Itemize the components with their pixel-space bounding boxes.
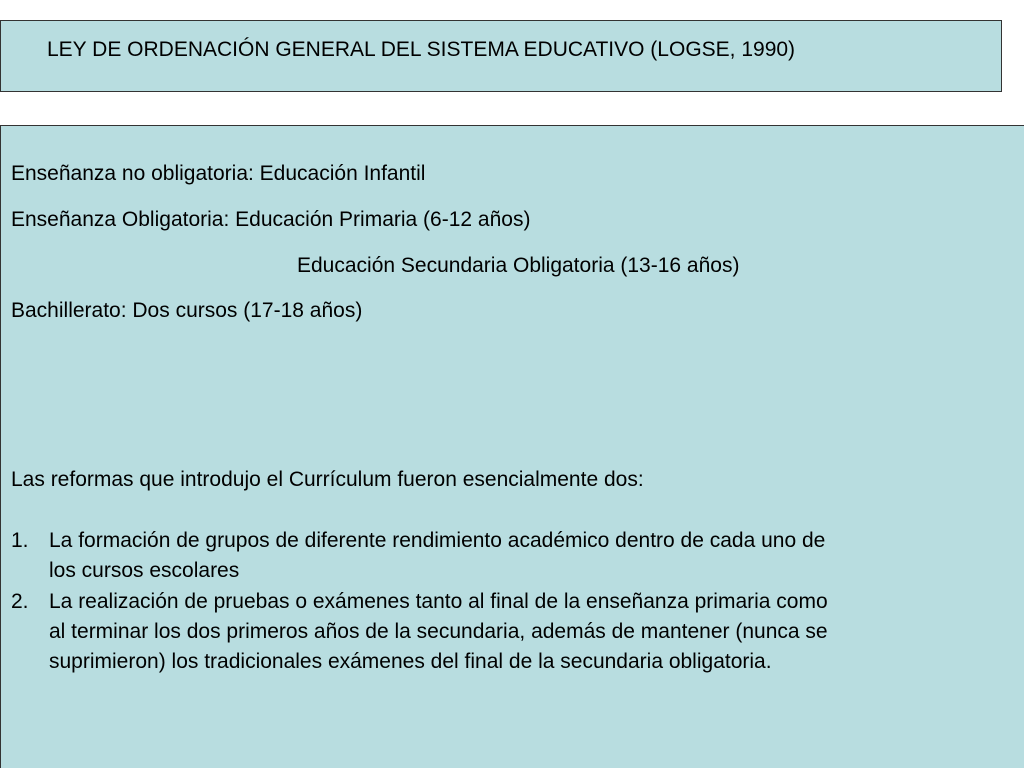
- content-box: [0, 125, 1024, 768]
- reform-text-line: La realización de pruebas o exámenes tanto al final de la enseñanza primaria como: [49, 590, 828, 613]
- slide-title: LEY DE ORDENACIÓN GENERAL DEL SISTEMA EDUCATIVO (LOGSE, 1990): [47, 38, 796, 61]
- reform-text: [49, 526, 1009, 586]
- reform-number: 1.: [11, 529, 29, 552]
- stage-bachillerato: Bachillerato: Dos cursos (17-18 años): [11, 299, 363, 322]
- stage-infantil: Enseñanza no obligatoria: Educación Infantil: [11, 162, 426, 185]
- reform-text-line: La formación de grupos de diferente rendimiento académico dentro de cada uno de: [49, 529, 826, 552]
- reform-number: 2.: [11, 590, 29, 613]
- stage-secundaria: Educación Secundaria Obligatoria (13-16 años): [297, 254, 740, 277]
- title-box: [0, 20, 1002, 92]
- reforms-intro: Las reformas que introdujo el Currículum fueron esencialmente dos:: [11, 468, 644, 491]
- reform-text-line: al terminar los dos primeros años de la secundaria, además de mantener (nunca se: [49, 620, 828, 643]
- reform-text: [49, 587, 1009, 677]
- stage-primaria: Enseñanza Obligatoria: Educación Primaria (6-12 años): [11, 208, 531, 231]
- reform-text-line: suprimieron) los tradicionales exámenes del final de la secundaria obligatoria.: [49, 650, 772, 673]
- reform-text-line: los cursos escolares: [49, 559, 240, 582]
